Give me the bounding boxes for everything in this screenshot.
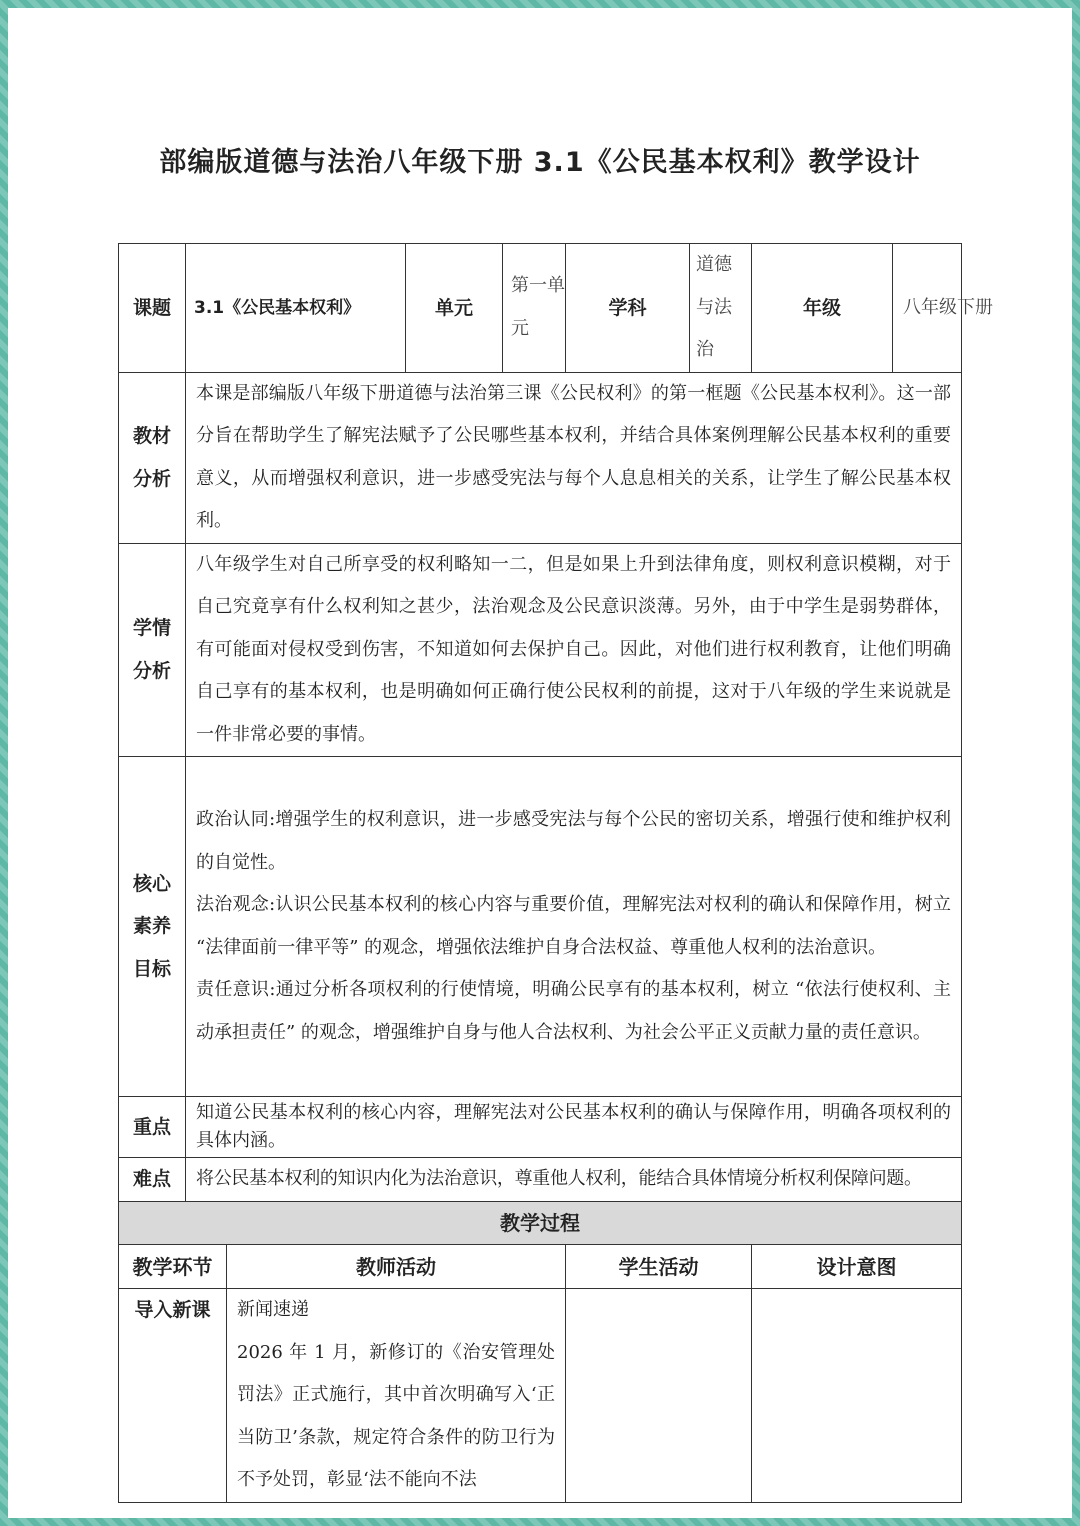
process-columns-row — [119, 1245, 962, 1289]
col-student: 学生活动 — [566, 1245, 752, 1289]
grade-label: 年级 — [752, 244, 893, 373]
learner-label: 学情 分析 — [119, 543, 186, 757]
unit-value: 第一单元 — [503, 244, 566, 373]
design-intent — [752, 1289, 962, 1503]
learner-text: 八年级学生对自己所享受的权利略知一二，但是如果上升到法律角度，则权利意识模糊，对于自己究竟享有什么权利知之甚少，法治观念及公民意识淡薄。另外，由于中学生是弱势群体，有可能面对侵权受到伤害，不知道如何去保护自己。因此，对他们进行权利教育，让他们明确自己享有的基本权利，也是明确如何正确行使公民权利的前提，这对于八年级的学生来说就是一件非常必要的事情。 — [186, 543, 962, 757]
goals-row — [119, 757, 962, 1097]
lesson-value: 3.1《公民基本权利》 — [186, 244, 406, 373]
material-label: 教材 分析 — [119, 372, 186, 543]
process-intro-row — [119, 1289, 962, 1503]
goals-text — [186, 757, 962, 1097]
col-teacher: 教师活动 — [227, 1245, 566, 1289]
col-stage: 教学环节 — [119, 1245, 227, 1289]
material-text: 本课是部编版八年级下册道德与法治第三课《公民权利》的第一框题《公民基本权利》。这一部分旨在帮助学生了解宪法赋予了公民哪些基本权利，并结合具体案例理解公民基本权利的重要意义，从而增强权利意识，进一步感受宪法与每个人息息相关的关系，让学生了解公民基本权利。 — [186, 372, 962, 543]
key-point-row — [119, 1097, 962, 1158]
info-row — [119, 244, 962, 373]
difficulty-label: 难点 — [119, 1158, 186, 1202]
key-point-text: 知道公民基本权利的核心内容，理解宪法对公民基本权利的确认与保障作用，明确各项权利的具体内涵。 — [186, 1097, 962, 1158]
goal-responsibility: 责任意识:通过分析各项权利的行使情境，明确公民享有的基本权利，树立 “依法行使权利、主动承担责任” 的观念，增强维护自身与他人合法权利、为社会公平正义贡献力量的责任意识。 — [196, 979, 952, 1043]
unit-label: 单元 — [406, 244, 503, 373]
goals-label: 核心 素养 目标 — [119, 757, 186, 1097]
document-title: 部编版道德与法治八年级下册 3.1《公民基本权利》教学设计 — [159, 147, 921, 178]
stage-intro: 导入新课 — [119, 1289, 227, 1503]
difficulty-text: 将公民基本权利的知识内化为法治意识，尊重他人权利，能结合具体情境分析权利保障问题。 — [186, 1158, 962, 1202]
student-activity — [566, 1289, 752, 1503]
goal-legal: 法治观念:认识公民基本权利的核心内容与重要价值，理解宪法对权利的确认和保障作用，树立 “法律面前一律平等” 的观念，增强依法维护自身合法权益、尊重他人权利的法治意识。 — [196, 894, 952, 958]
teacher-activity — [227, 1289, 566, 1503]
col-intent: 设计意图 — [752, 1245, 962, 1289]
learner-row — [119, 543, 962, 757]
process-header: 教学过程 — [119, 1202, 962, 1245]
subject-label: 学科 — [566, 244, 690, 373]
material-row — [119, 372, 962, 543]
teacher-activity-text: 2026 年 1 月，新修订的《治安管理处罚法》正式施行，其中首次明确写入‘正当防卫’条款，规定符合条件的防卫行为不予处罚，彰显‘法不能向不法 — [237, 1341, 556, 1490]
lesson-plan-table — [118, 243, 994, 1503]
key-point-label: 重点 — [119, 1097, 186, 1158]
goal-political: 政治认同:增强学生的权利意识，进一步感受宪法与每个公民的密切关系，增强行使和维护权利的自觉性。 — [196, 809, 952, 873]
teacher-activity-title: 新闻速递 — [237, 1299, 309, 1320]
difficulty-row — [119, 1158, 962, 1202]
grade-value: 八年级下册 — [893, 244, 962, 373]
subject-value: 道德与法治 — [690, 244, 752, 373]
lesson-label: 课题 — [119, 244, 186, 373]
process-header-row — [119, 1202, 962, 1245]
